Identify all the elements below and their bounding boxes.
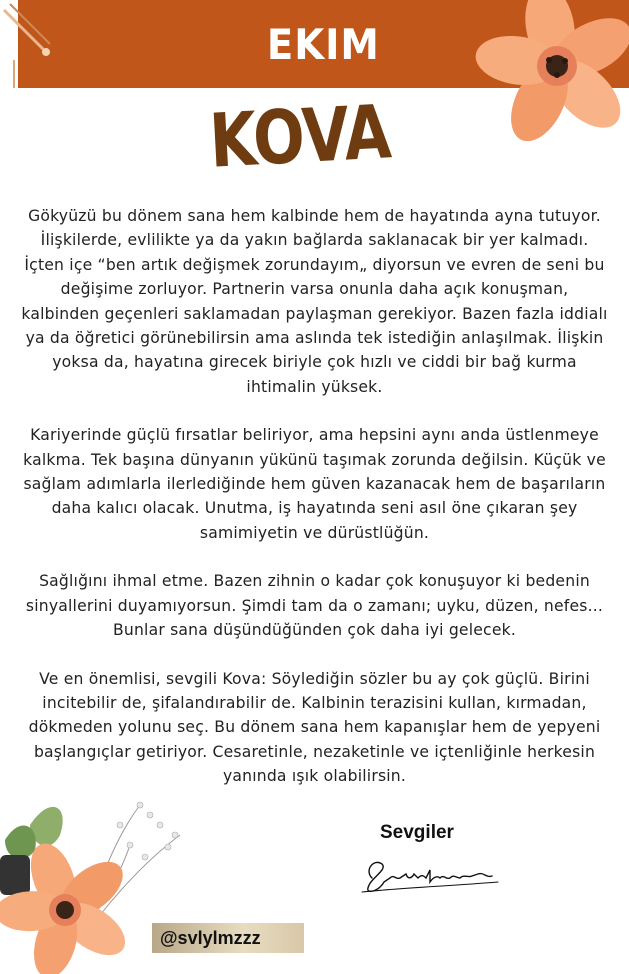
sign-off-text: Sevgiler [380,822,454,843]
paragraph-relationships: Gökyüzü bu dönem sana hem kalbinde hem de hayatında ayna tutuyor. İlişkilerde, evlilikte ya da yakın bağlarda saklanacak bir yer kalmadı. İçten içe “ben artık değişmek zorundayım„ diyorsun ve evren de seni bu değişime zorluyor. Partnerin varsa onunla daha açık konuşman, kalbinden geçenleri saklamadan paylaşman gerekiyor. Bazen fazla iddialı ya da öğretici görünebilirsin ama aslında tek istediğin anlaşılmak. İlişkin yoksa da, hayatına girecek biriyle çok hızlı ve ciddi bir bağ kurma ihtimalin yüksek. [21,207,608,396]
social-handle: @svlylmzzz [160,927,261,948]
paragraph-health: Sağlığını ihmal etme. Bazen zihnin o kadar çok konuşuyor ki bedenin sinyallerini duyamıyorsun. Şimdi tam da o zamanı; uyku, düzen, nefes... Bunlar sana düşündüğünden çok daha iyi gelecek. [25,572,604,640]
horoscope-body [8,204,621,813]
social-handle-badge [152,923,304,953]
paragraph-closing: Ve en önemlisi, sevgili Kova: Söylediğin sözler bu ay çok güçlü. Birini incitebilir de, şifalandırabilir de. Kalbinin terazisini kullan, kırmadan, dökmeden yolunu seç. Bu dönem sana hem kapanışlar hem de yepyeni başlangıçlar getiriyor. Cesaretinle, nezaketinle ve içtenliğinle herkesin yanında ışık olabilirsin. [28,669,601,786]
sign-title: KOVA [207,89,393,185]
paragraph-career: Kariyerinde güçlü fırsatlar beliriyor, ama hepsini aynı anda üstlenmeye kalkma. Tek başına dünyanın yükünü taşımak zorunda değilsin. Küçük ve sağlam adımlarla ilerlediğinde hem güven kazanacak hem de başarıların daha kalıcı olacak. Unutma, iş hayatında seni asıl öne çıkaran şey samimiyetin ve dürüstlüğün. [23,426,606,542]
month-title: EKIM [267,19,380,69]
flower-icon [459,0,629,150]
handwritten-signature [360,848,500,896]
